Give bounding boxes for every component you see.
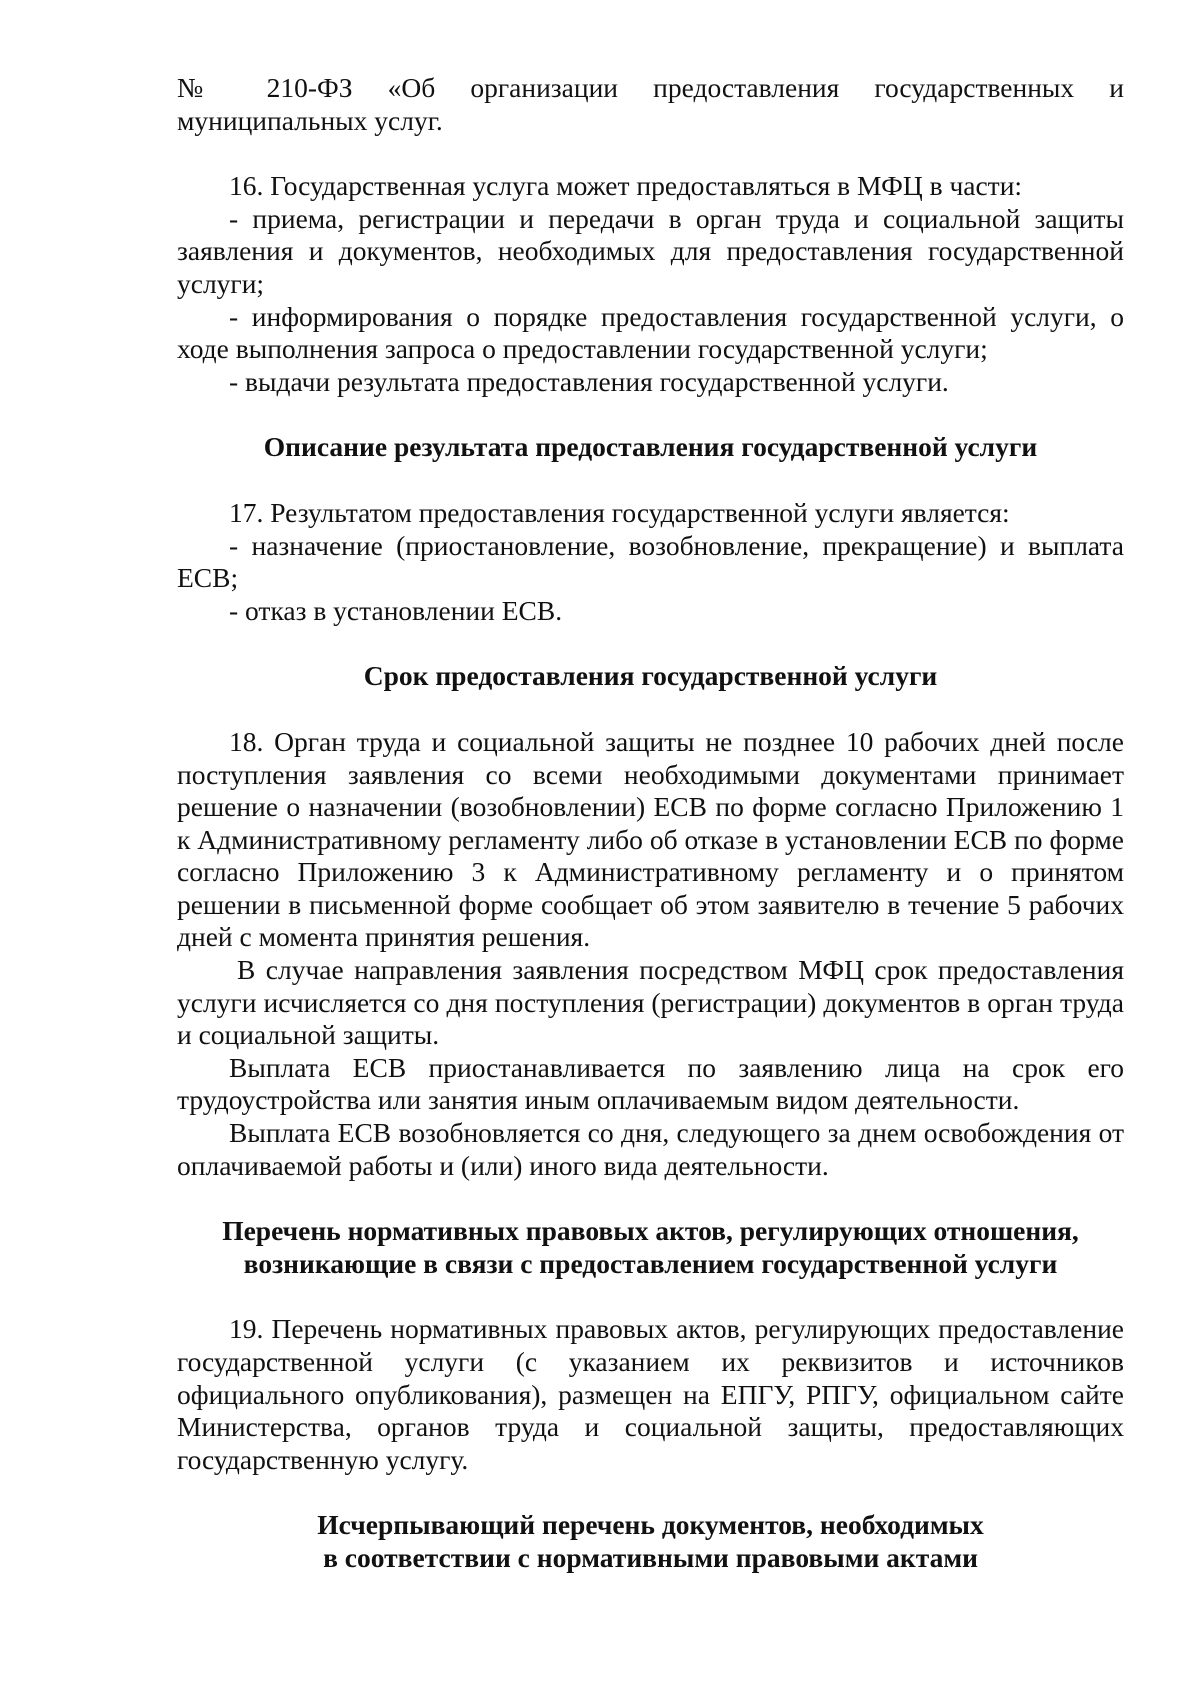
paragraph-18-mfc: В случае направления заявления посредством МФЦ срок предоставления услуги исчисляется со дня поступления (регистрации) документов в орган труда и социальной защиты.	[177, 954, 1124, 1051]
heading-acts-line-2: возникающие в связи с предоставлением государственной услуги	[243, 1247, 1058, 1279]
paragraph-19: 19. Перечень нормативных правовых актов, регулирующих предоставление государственной услуги (с указанием их реквизитов и источников официального опубликования), размещен на ЕПГУ, РПГУ, официальном сайте Министерства, органов труда и социальной защиты, предоставляющих государственную услугу.	[177, 1313, 1124, 1475]
heading-docs-line-1: Исчерпывающий перечень документов, необходимых	[317, 1509, 984, 1541]
paragraph-16-item-c: - выдачи результата предоставления государственной услуги.	[229, 365, 949, 397]
paragraph-16-item-a: - приема, регистрации и передачи в орган труда и социальной защиты заявления и документов, необходимых для предоставления государственной услуги;	[177, 202, 1124, 299]
heading-docs	[177, 1509, 1124, 1574]
intro-line-2: муниципальных услуг.	[177, 104, 443, 136]
paragraph-17-item-b: - отказ в установлении ЕСВ.	[229, 594, 563, 626]
paragraph-16-item-b: - информирования о порядке предоставления государственной услуги, о ходе выполнения запроса о предоставлении государственной услуги;	[177, 300, 1124, 365]
heading-acts-line-1: Перечень нормативных правовых актов, регулирующих отношения,	[222, 1215, 1079, 1247]
heading-term: Срок предоставления государственной услуги	[363, 660, 938, 692]
paragraph-18: 18. Орган труда и социальной защиты не позднее 10 рабочих дней после поступления заявления со всеми необходимыми документами принимает решение о назначении (возобновлении) ЕСВ по форме согласно Приложению 1 к Административному регламенту либо об отказе в установлении ЕСВ по форме согласно Приложению 3 к Административному регламенту и о принятом решении в письменной форме сообщает об этом заявителю в течение 5 рабочих дней с момента принятия решения.	[177, 725, 1124, 953]
paragraph-17: 17. Результатом предоставления государственной услуги является:	[229, 496, 1010, 528]
heading-docs-line-2: в соответствии с нормативными правовыми актами	[323, 1541, 978, 1573]
heading-result: Описание результата предоставления государственной услуги	[263, 431, 1038, 463]
paragraph-18-suspend: Выплата ЕСВ приостанавливается по заявлению лица на срок его трудоустройства или занятия иным оплачиваемым видом деятельности.	[177, 1051, 1124, 1116]
intro-line-1: № 210-ФЗ «Об организации предоставления государственных и	[177, 72, 1124, 103]
paragraph-18-resume: Выплата ЕСВ возобновляется со дня, следующего за днем освобождения от оплачиваемой работы и (или) иного вида деятельности.	[177, 1117, 1124, 1181]
paragraph-16: 16. Государственная услуга может предоставляться в МФЦ в части:	[229, 170, 1023, 202]
heading-acts	[177, 1215, 1124, 1280]
paragraph-17-item-a: - назначение (приостановление, возобновление, прекращение) и выплата ЕСВ;	[177, 529, 1124, 594]
